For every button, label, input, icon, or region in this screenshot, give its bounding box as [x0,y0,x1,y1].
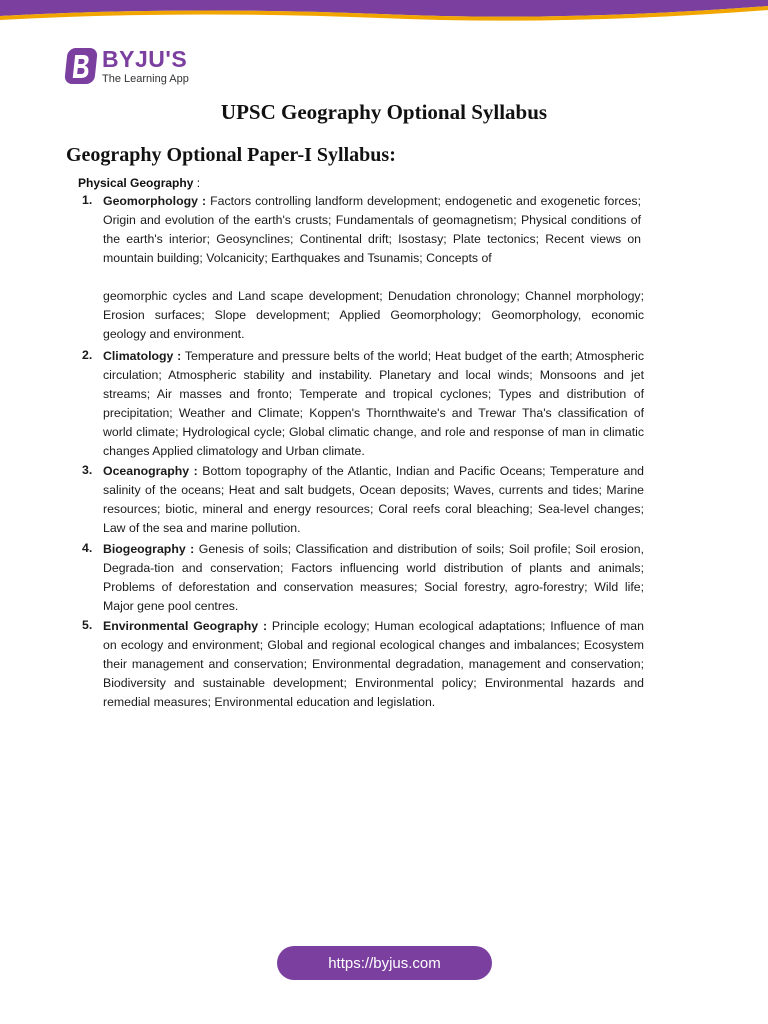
item-text [103,347,644,461]
item-text [103,540,644,616]
item-term: Geomorphology : [103,194,207,208]
paper-heading: Geography Optional Paper-I Syllabus: [66,144,396,166]
item-description: Bottom topography of the Atlantic, Indian and Pacific Oceans; Temperature and salinity of the oceans; Heat and salt budgets, Ocean deposits; Waves, currents and tides; Marine resources; biotic, mineral and energy resources; Coral reefs coral bleaching; Sea-level changes; Law of the sea and marine pollution. [103,464,644,535]
item-term: Climatology : [103,349,182,363]
item-description: Principle ecology; Human ecological adaptations; Influence of man on ecology and environment; Global and regional ecological changes and imbalances; Ecosystem their management and conservation; Environmental degradation, management and conservation; Biodiversity and sustainable development; Environmental policy; Environmental hazards and remedial measures; Environmental education and legislation. [103,619,644,709]
item-text [103,617,644,712]
item-number: 3. [82,463,93,477]
footer-url-text: https://byjus.com [328,954,441,972]
logo-brand-name: BYJU'S [102,45,188,72]
item-term: Biogeography : [103,542,195,556]
item-number: 2. [82,348,93,362]
item-description: Genesis of soils; Classification and distribution of soils; Soil profile; Soil erosion, Degrada-tion and conservation; Factors influencing world distribution of plants and animals; Problems of deforestation and conservation measures; Social forestry, agro-forestry; Wild life; Major gene pool centres. [103,542,644,613]
item-term: Environmental Geography : [103,619,268,633]
item-number: 1. [82,193,93,207]
item-text [103,462,644,538]
top-decorative-stripe [0,0,768,24]
item-term: Oceanography : [103,464,198,478]
footer-url-link[interactable] [277,946,492,980]
document-title: UPSC Geography Optional Syllabus [220,100,548,124]
section-label-text: Physical Geography [78,176,194,190]
logo-b-icon [64,48,98,84]
item-text-part1 [103,192,641,268]
logo-tagline: The Learning App [102,72,189,85]
byjus-logo [66,44,189,88]
section-label-suffix: : [193,176,201,190]
item-number: 4. [82,541,93,555]
section-label [78,176,200,190]
item-description: Temperature and pressure belts of the world; Heat budget of the earth; Atmospheric circulation; Atmospheric stability and instability. Planetary and local winds; Monsoons and jet streams; Air masses and fronto; Temperate and tropical cyclones; Types and distribution of precipitation; Weather and Climate; Koppen's Thornthwaite's and Trewar Tha's classification of world climate; Hydrological cycle; Global climatic change, and role and response of man in climatic changes Applied climatology and Urban climate. [103,349,644,458]
item-text-part2: geomorphic cycles and Land scape development; Denudation chronology; Channel morphology; Erosion surfaces; Slope development; Applied Geomorphology; Geomorphology, economic geology and environment. [103,289,644,341]
item-description: Factors controlling landform development; endogenetic and exogenetic forces; Origin and evolution of the earth's crusts; Fundamentals of geomagnetism; Physical conditions of the earth's interior; Geosynclines; Continental drift; Isostasy; Plate tectonics; Recent views on mountain building; Volcanicity; Earthquakes and Tsunamis; Concepts of [103,194,641,265]
item-number: 5. [82,618,93,632]
